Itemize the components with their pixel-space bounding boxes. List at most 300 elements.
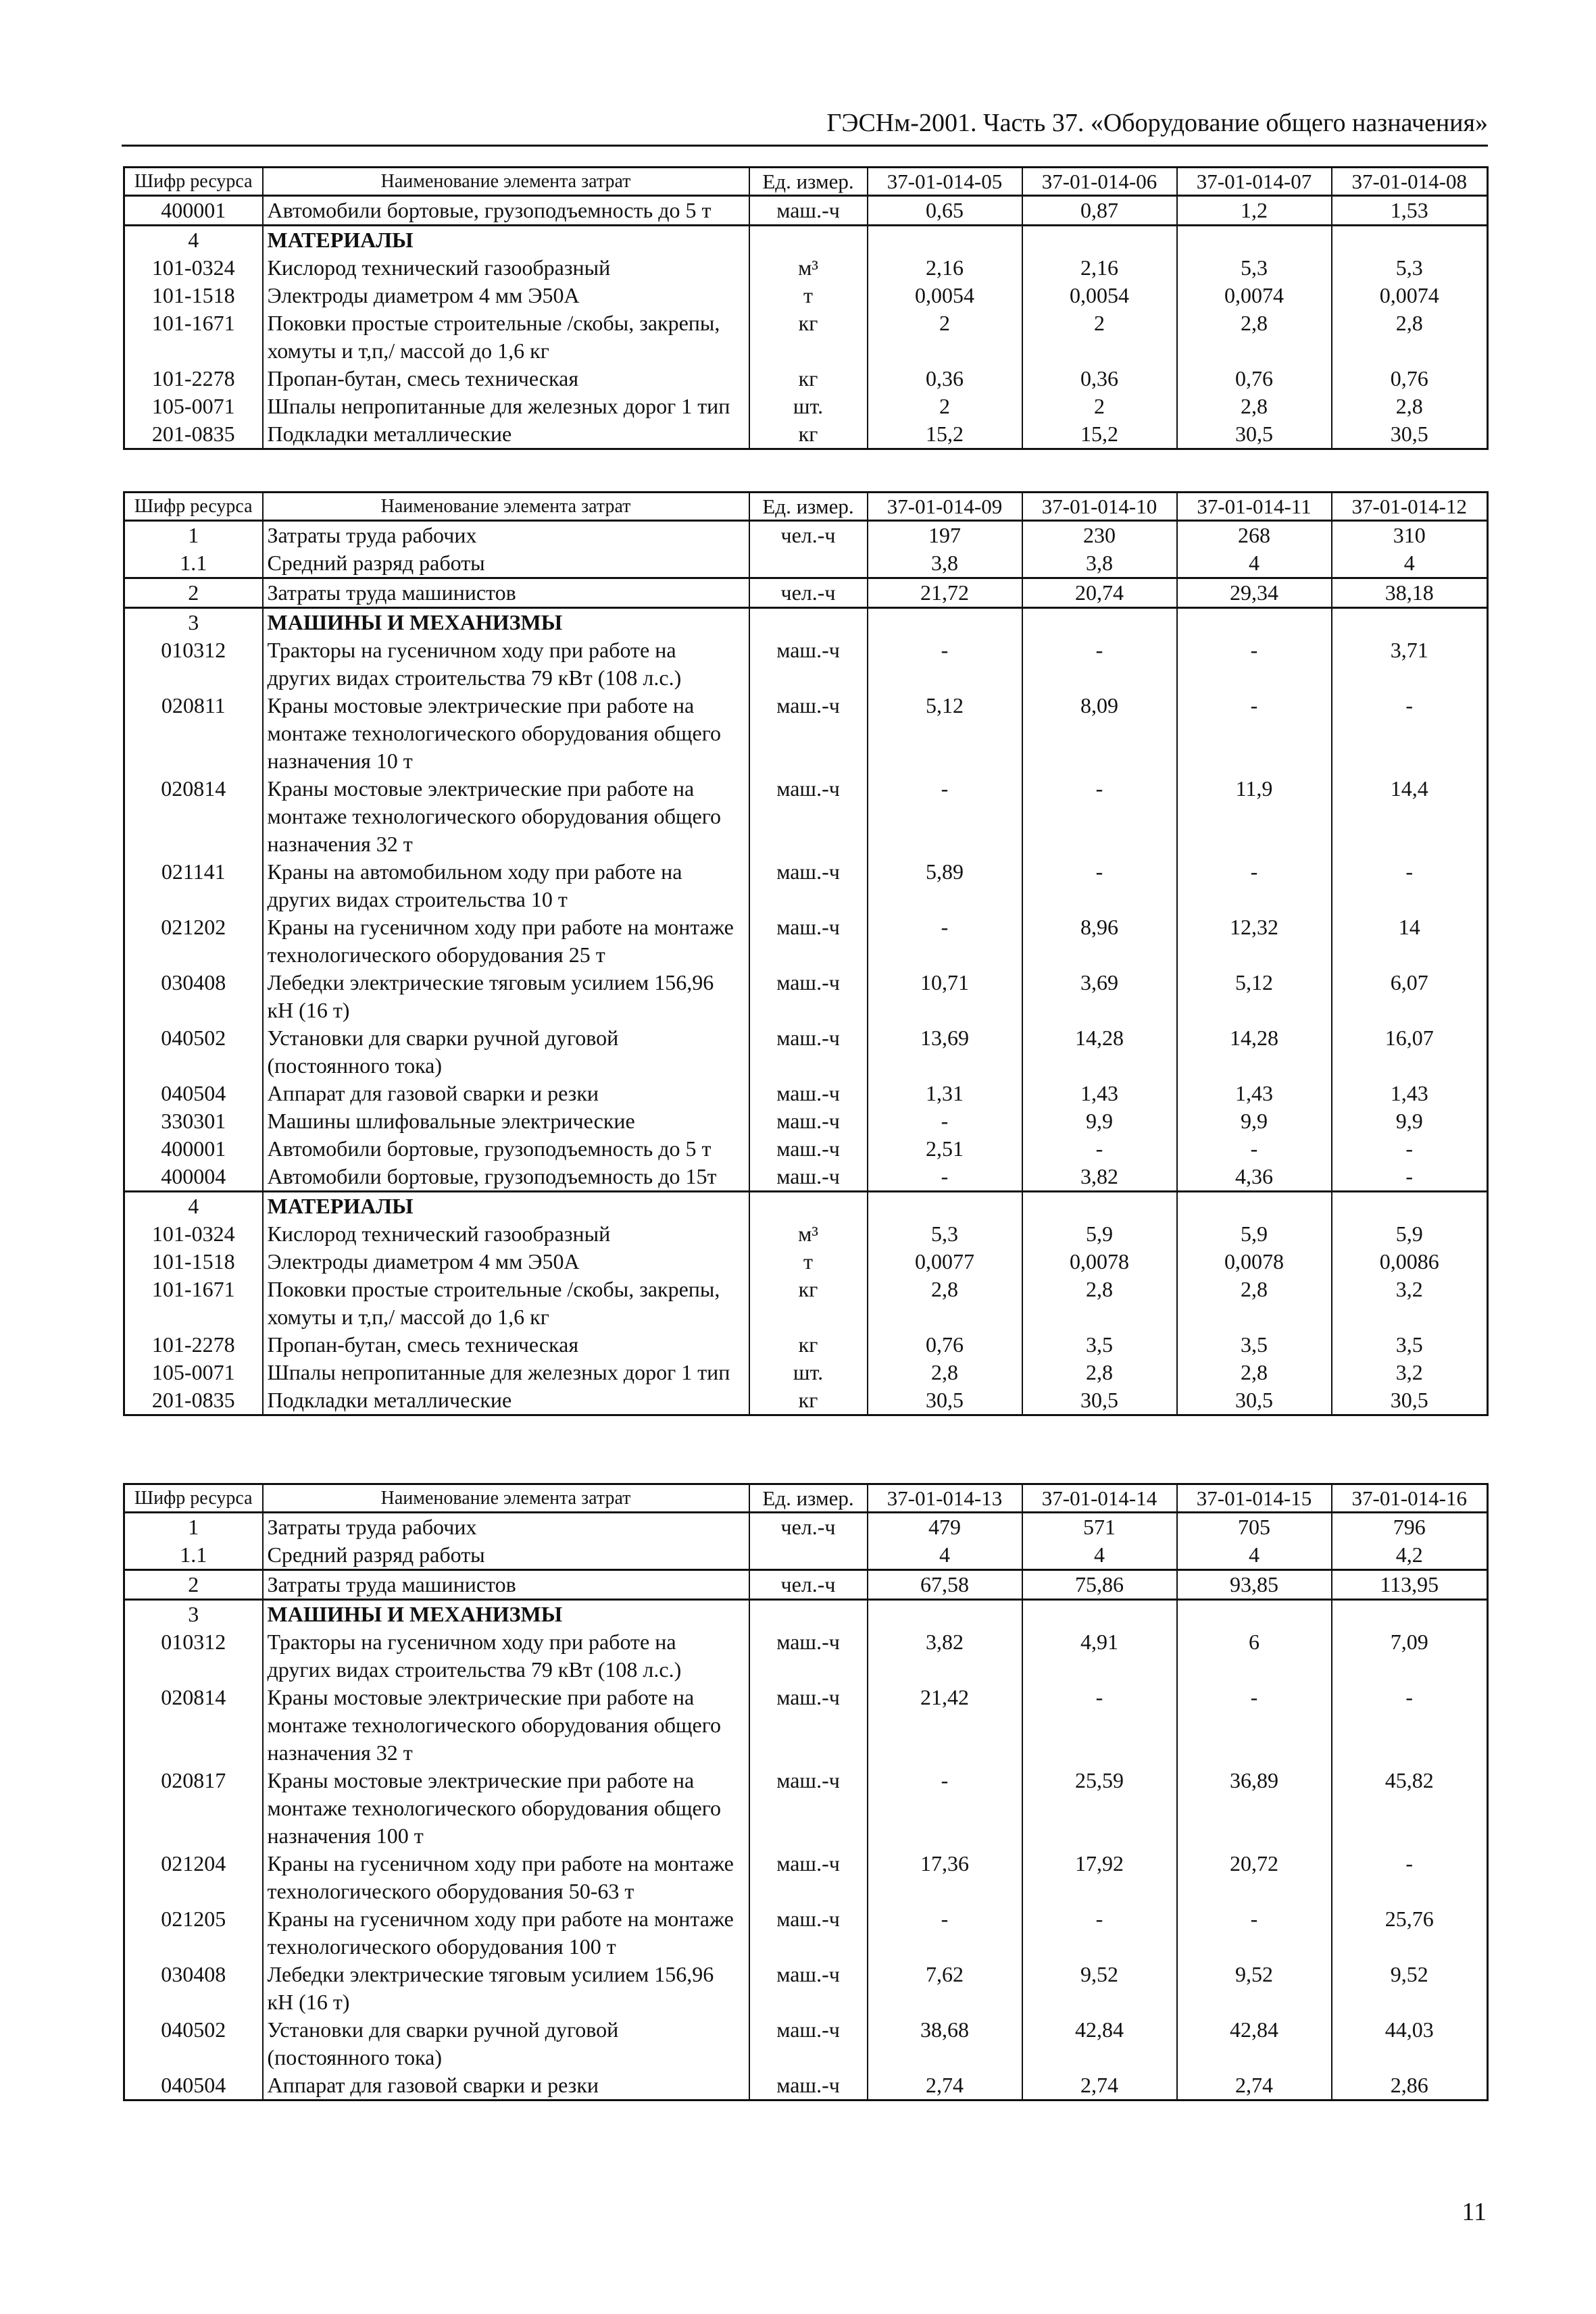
resource-code: 330301 <box>124 1107 263 1135</box>
norm-value: 10,71 <box>868 969 1022 1024</box>
norm-value <box>1022 1192 1177 1221</box>
cost-element-name: Подкладки металлические <box>263 420 749 449</box>
norm-value: 9,9 <box>1177 1107 1332 1135</box>
norm-value: 3,82 <box>1022 1163 1177 1192</box>
norm-value <box>868 1600 1022 1629</box>
table-row <box>124 1541 1488 1570</box>
table-row <box>124 1024 1488 1080</box>
table-row <box>124 1513 1488 1542</box>
resource-code: 040504 <box>124 1080 263 1107</box>
table-row <box>124 1163 1488 1192</box>
norm-value: 2 <box>1022 309 1177 365</box>
table-row <box>124 969 1488 1024</box>
norm-value: 2,16 <box>868 254 1022 282</box>
cost-element-name: Лебедки электрические тяговым усилием 156,96 кН (16 т) <box>263 969 749 1024</box>
norm-value: - <box>1332 1163 1488 1192</box>
resource-table-1 <box>123 166 1489 450</box>
norm-value: - <box>1177 692 1332 775</box>
norm-value: - <box>1022 1905 1177 1961</box>
page-header: ГЭСНм-2001. Часть 37. «Оборудование общего назначения» <box>826 109 1488 137</box>
norm-value: - <box>868 1905 1022 1961</box>
norm-value: 3,2 <box>1332 1276 1488 1331</box>
norm-value: 3,8 <box>1022 549 1177 578</box>
table-row <box>124 365 1488 393</box>
norm-value: 17,36 <box>868 1850 1022 1905</box>
cost-element-name: Аппарат для газовой сварки и резки <box>263 1080 749 1107</box>
norm-value <box>868 608 1022 637</box>
cost-element-name: МАШИНЫ И МЕХАНИЗМЫ <box>263 608 749 637</box>
norm-value: 9,9 <box>1022 1107 1177 1135</box>
norm-value: - <box>1332 1850 1488 1905</box>
table-row <box>124 692 1488 775</box>
norm-value: 29,34 <box>1177 578 1332 608</box>
norm-value: 9,52 <box>1332 1961 1488 2016</box>
norm-value: 2,8 <box>1177 1359 1332 1386</box>
norm-value: 38,68 <box>868 2016 1022 2071</box>
table-header-row <box>124 1484 1488 1513</box>
unit-of-measure: маш.-ч <box>749 775 868 858</box>
resource-code: 101-2278 <box>124 365 263 393</box>
norm-value <box>1177 1192 1332 1221</box>
norm-value: 113,95 <box>1332 1570 1488 1600</box>
norm-value <box>1022 226 1177 255</box>
table-row <box>124 775 1488 858</box>
header-norm-code: 37-01-014-13 <box>868 1484 1022 1513</box>
cost-element-name: Установки для сварки ручной дуговой (постоянного тока) <box>263 2016 749 2071</box>
norm-value: 4,36 <box>1177 1163 1332 1192</box>
resource-code: 201-0835 <box>124 420 263 449</box>
cost-element-name: Краны мостовые электрические при работе на монтаже технологического оборудования общего назначения 100 т <box>263 1767 749 1850</box>
cost-element-name: Краны на автомобильном ходу при работе на других видах строительства 10 т <box>263 858 749 913</box>
norm-value: 0,0078 <box>1177 1248 1332 1276</box>
norm-value: 14,28 <box>1177 1024 1332 1080</box>
norm-value: - <box>1022 1135 1177 1163</box>
table-row <box>124 1767 1488 1850</box>
norm-value: 0,65 <box>868 196 1022 226</box>
norm-value: 2,8 <box>1332 393 1488 420</box>
norm-value <box>1332 1192 1488 1221</box>
unit-of-measure <box>749 226 868 255</box>
norm-value <box>1177 1600 1332 1629</box>
resource-code: 101-1518 <box>124 1248 263 1276</box>
norm-value: 3,69 <box>1022 969 1177 1024</box>
norm-value: 14 <box>1332 913 1488 969</box>
cost-element-name: Краны мостовые электрические при работе на монтаже технологического оборудования общего назначения 32 т <box>263 1684 749 1767</box>
unit-of-measure: маш.-ч <box>749 1080 868 1107</box>
norm-value: 4 <box>1332 549 1488 578</box>
resource-code: 400001 <box>124 196 263 226</box>
cost-element-name: Краны на гусеничном ходу при работе на монтаже технологического оборудования 50-63 т <box>263 1850 749 1905</box>
resource-code: 1.1 <box>124 1541 263 1570</box>
unit-of-measure: маш.-ч <box>749 196 868 226</box>
table-header-row <box>124 493 1488 521</box>
norm-value: 75,86 <box>1022 1570 1177 1600</box>
norm-value: 1,43 <box>1177 1080 1332 1107</box>
cost-element-name: Подкладки металлические <box>263 1386 749 1415</box>
norm-value: 2 <box>1022 393 1177 420</box>
table-row <box>124 1386 1488 1415</box>
cost-element-name: Краны на гусеничном ходу при работе на монтаже технологического оборудования 25 т <box>263 913 749 969</box>
norm-value: 9,52 <box>1177 1961 1332 2016</box>
header-unit: Ед. измер. <box>749 493 868 521</box>
norm-value: 67,58 <box>868 1570 1022 1600</box>
norm-value: 30,5 <box>1022 1386 1177 1415</box>
header-norm-code: 37-01-014-16 <box>1332 1484 1488 1513</box>
header-norm-code: 37-01-014-11 <box>1177 493 1332 521</box>
header-norm-code: 37-01-014-14 <box>1022 1484 1177 1513</box>
cost-element-name: Затраты труда машинистов <box>263 578 749 608</box>
unit-of-measure: маш.-ч <box>749 2016 868 2071</box>
table-row <box>124 913 1488 969</box>
norm-value: 3,5 <box>1332 1331 1488 1359</box>
unit-of-measure <box>749 608 868 637</box>
cost-element-name: Краны на гусеничном ходу при работе на монтаже технологического оборудования 100 т <box>263 1905 749 1961</box>
cost-element-name: Автомобили бортовые, грузоподъемность до 15т <box>263 1163 749 1192</box>
norm-value: 4 <box>1177 1541 1332 1570</box>
norm-value: 5,12 <box>1177 969 1332 1024</box>
norm-value: 705 <box>1177 1513 1332 1542</box>
cost-element-name: МАТЕРИАЛЫ <box>263 1192 749 1221</box>
cost-element-name: Поковки простые строительные /скобы, закрепы, хомуты и т,п,/ массой до 1,6 кг <box>263 1276 749 1331</box>
norm-value: 4 <box>1022 1541 1177 1570</box>
norm-value: 2,8 <box>868 1276 1022 1331</box>
norm-value: 30,5 <box>1177 420 1332 449</box>
norm-value <box>1332 1600 1488 1629</box>
unit-of-measure: м³ <box>749 1220 868 1248</box>
table-row <box>124 282 1488 309</box>
norm-value: 1,53 <box>1332 196 1488 226</box>
norm-value: 1,43 <box>1332 1080 1488 1107</box>
norm-value: 0,0086 <box>1332 1248 1488 1276</box>
resource-code: 040504 <box>124 2071 263 2101</box>
table-row <box>124 420 1488 449</box>
norm-value: 13,69 <box>868 1024 1022 1080</box>
norm-value: 0,36 <box>1022 365 1177 393</box>
unit-of-measure: маш.-ч <box>749 1163 868 1192</box>
header-code: Шифр ресурса <box>124 168 263 196</box>
header-code: Шифр ресурса <box>124 1484 263 1513</box>
norm-value: 2,74 <box>1022 2071 1177 2101</box>
norm-value: - <box>868 636 1022 692</box>
cost-element-name: Электроды диаметром 4 мм Э50А <box>263 282 749 309</box>
cost-element-name: Аппарат для газовой сварки и резки <box>263 2071 749 2101</box>
unit-of-measure: маш.-ч <box>749 969 868 1024</box>
resource-code: 021204 <box>124 1850 263 1905</box>
header-norm-code: 37-01-014-06 <box>1022 168 1177 196</box>
norm-value: 9,9 <box>1332 1107 1488 1135</box>
norm-value: 5,12 <box>868 692 1022 775</box>
unit-of-measure: шт. <box>749 1359 868 1386</box>
cost-element-name: Машины шлифовальные электрические <box>263 1107 749 1135</box>
norm-value: 2,51 <box>868 1135 1022 1163</box>
unit-of-measure: маш.-ч <box>749 1024 868 1080</box>
norm-value: 20,72 <box>1177 1850 1332 1905</box>
resource-code: 1 <box>124 521 263 550</box>
header-norm-code: 37-01-014-05 <box>868 168 1022 196</box>
table-row <box>124 2071 1488 2101</box>
norm-value: 2,8 <box>1177 309 1332 365</box>
unit-of-measure: маш.-ч <box>749 636 868 692</box>
table-row <box>124 636 1488 692</box>
norm-value: 2,8 <box>1022 1276 1177 1331</box>
cost-element-name: Краны мостовые электрические при работе на монтаже технологического оборудования общего назначения 32 т <box>263 775 749 858</box>
header-name: Наименование элемента затрат <box>263 1484 749 1513</box>
norm-value: 2,8 <box>1177 1276 1332 1331</box>
norm-value <box>868 226 1022 255</box>
norm-value: 0,76 <box>868 1331 1022 1359</box>
norm-value: 30,5 <box>1332 420 1488 449</box>
resource-code: 030408 <box>124 1961 263 2016</box>
page-number: 11 <box>1462 2198 1487 2226</box>
norm-value: 16,07 <box>1332 1024 1488 1080</box>
table-row <box>124 1359 1488 1386</box>
norm-value: - <box>868 913 1022 969</box>
norm-value: 15,2 <box>1022 420 1177 449</box>
unit-of-measure: маш.-ч <box>749 1905 868 1961</box>
norm-value: 9,52 <box>1022 1961 1177 2016</box>
norm-value: 36,89 <box>1177 1767 1332 1850</box>
cost-element-name: Средний разряд работы <box>263 1541 749 1570</box>
table-row <box>124 393 1488 420</box>
norm-value: 15,2 <box>868 420 1022 449</box>
norm-value: 268 <box>1177 521 1332 550</box>
resource-code: 101-1671 <box>124 1276 263 1331</box>
norm-value: 2,86 <box>1332 2071 1488 2101</box>
norm-value: - <box>1177 1905 1332 1961</box>
section-row <box>124 1192 1488 1221</box>
unit-of-measure: кг <box>749 1276 868 1331</box>
unit-of-measure: т <box>749 1248 868 1276</box>
unit-of-measure: маш.-ч <box>749 858 868 913</box>
table-row <box>124 521 1488 550</box>
header-name: Наименование элемента затрат <box>263 493 749 521</box>
norm-value: 11,9 <box>1177 775 1332 858</box>
resource-code: 101-2278 <box>124 1331 263 1359</box>
norm-value: 3,71 <box>1332 636 1488 692</box>
norm-value: 1,31 <box>868 1080 1022 1107</box>
unit-of-measure: чел.-ч <box>749 1570 868 1600</box>
unit-of-measure: маш.-ч <box>749 2071 868 2101</box>
norm-value: 8,96 <box>1022 913 1177 969</box>
norm-value: 479 <box>868 1513 1022 1542</box>
norm-value: 310 <box>1332 521 1488 550</box>
norm-value <box>1022 608 1177 637</box>
unit-of-measure: кг <box>749 420 868 449</box>
norm-value: 42,84 <box>1022 2016 1177 2071</box>
header-name: Наименование элемента затрат <box>263 168 749 196</box>
resource-code: 030408 <box>124 969 263 1024</box>
cost-element-name: Электроды диаметром 4 мм Э50А <box>263 1248 749 1276</box>
norm-value: 571 <box>1022 1513 1177 1542</box>
norm-value: 0,0054 <box>1022 282 1177 309</box>
table-row <box>124 254 1488 282</box>
cost-element-name: Пропан-бутан, смесь техническая <box>263 365 749 393</box>
table-row <box>124 1850 1488 1905</box>
table-row <box>124 549 1488 578</box>
table-row <box>124 1628 1488 1684</box>
norm-value: 93,85 <box>1177 1570 1332 1600</box>
unit-of-measure: маш.-ч <box>749 1961 868 2016</box>
unit-of-measure: чел.-ч <box>749 521 868 550</box>
unit-of-measure <box>749 1192 868 1221</box>
header-unit: Ед. измер. <box>749 168 868 196</box>
norm-value: 796 <box>1332 1513 1488 1542</box>
norm-value: 42,84 <box>1177 2016 1332 2071</box>
cost-element-name: Кислород технический газообразный <box>263 1220 749 1248</box>
norm-value: 2 <box>868 309 1022 365</box>
cost-element-name: Краны мостовые электрические при работе на монтаже технологического оборудования общего назначения 10 т <box>263 692 749 775</box>
norm-value: 0,36 <box>868 365 1022 393</box>
header-norm-code: 37-01-014-07 <box>1177 168 1332 196</box>
norm-value <box>1022 1600 1177 1629</box>
norm-value: 38,18 <box>1332 578 1488 608</box>
norm-value: 44,03 <box>1332 2016 1488 2071</box>
table-row <box>124 2016 1488 2071</box>
cost-element-name: Автомобили бортовые, грузоподъемность до 5 т <box>263 1135 749 1163</box>
norm-value: 5,3 <box>1332 254 1488 282</box>
norm-value: 12,32 <box>1177 913 1332 969</box>
cost-element-name: Автомобили бортовые, грузоподъемность до 5 т <box>263 196 749 226</box>
norm-value: 2,16 <box>1022 254 1177 282</box>
norm-value: 5,3 <box>1177 254 1332 282</box>
norm-value: 1,2 <box>1177 196 1332 226</box>
resource-table-3 <box>123 1483 1489 2101</box>
table-row <box>124 309 1488 365</box>
norm-value: - <box>1177 858 1332 913</box>
unit-of-measure: маш.-ч <box>749 1107 868 1135</box>
table-row <box>124 1684 1488 1767</box>
cost-element-name: Пропан-бутан, смесь техническая <box>263 1331 749 1359</box>
norm-value: - <box>1177 1135 1332 1163</box>
unit-of-measure <box>749 549 868 578</box>
norm-value: 0,76 <box>1177 365 1332 393</box>
unit-of-measure: шт. <box>749 393 868 420</box>
norm-value: 6,07 <box>1332 969 1488 1024</box>
norm-value: 0,76 <box>1332 365 1488 393</box>
table-row <box>124 196 1488 226</box>
resource-code: 020814 <box>124 1684 263 1767</box>
norm-value: 230 <box>1022 521 1177 550</box>
norm-value: - <box>1022 1684 1177 1767</box>
norm-value: 4,2 <box>1332 1541 1488 1570</box>
resource-code: 101-0324 <box>124 254 263 282</box>
header-norm-code: 37-01-014-08 <box>1332 168 1488 196</box>
unit-of-measure: маш.-ч <box>749 1767 868 1850</box>
resource-code: 020817 <box>124 1767 263 1850</box>
cost-element-name: Затраты труда машинистов <box>263 1570 749 1600</box>
header-rule <box>122 145 1488 147</box>
norm-value: - <box>1332 1684 1488 1767</box>
header-norm-code: 37-01-014-15 <box>1177 1484 1332 1513</box>
resource-code: 021141 <box>124 858 263 913</box>
norm-value: - <box>868 775 1022 858</box>
norm-value: 4 <box>868 1541 1022 1570</box>
norm-value: 20,74 <box>1022 578 1177 608</box>
cost-element-name: Шпалы непропитанные для железных дорог 1 тип <box>263 1359 749 1386</box>
norm-value: 14,28 <box>1022 1024 1177 1080</box>
unit-of-measure: чел.-ч <box>749 578 868 608</box>
cost-element-name: Тракторы на гусеничном ходу при работе на других видах строительства 79 кВт (108 л.с.) <box>263 1628 749 1684</box>
norm-value: 2 <box>868 393 1022 420</box>
cost-element-name: Установки для сварки ручной дуговой (постоянного тока) <box>263 1024 749 1080</box>
norm-value: 0,0078 <box>1022 1248 1177 1276</box>
norm-value: 4,91 <box>1022 1628 1177 1684</box>
resource-code: 4 <box>124 1192 263 1221</box>
resource-code: 2 <box>124 1570 263 1600</box>
norm-value: 197 <box>868 521 1022 550</box>
unit-of-measure: кг <box>749 1386 868 1415</box>
norm-value <box>1177 608 1332 637</box>
norm-value: 5,9 <box>1332 1220 1488 1248</box>
cost-element-name: Шпалы непропитанные для железных дорог 1 тип <box>263 393 749 420</box>
unit-of-measure: т <box>749 282 868 309</box>
norm-value: 21,42 <box>868 1684 1022 1767</box>
norm-value: - <box>1177 636 1332 692</box>
norm-value: 6 <box>1177 1628 1332 1684</box>
norm-value: - <box>1177 1684 1332 1767</box>
norm-value: 2,8 <box>1022 1359 1177 1386</box>
norm-value <box>868 1192 1022 1221</box>
norm-value: - <box>868 1107 1022 1135</box>
norm-value: 2,8 <box>1332 309 1488 365</box>
norm-value: 7,62 <box>868 1961 1022 2016</box>
norm-value <box>1177 226 1332 255</box>
norm-value: 2,8 <box>1177 393 1332 420</box>
resource-code: 400004 <box>124 1163 263 1192</box>
resource-code: 020814 <box>124 775 263 858</box>
norm-value: 2,74 <box>1177 2071 1332 2101</box>
resource-code: 3 <box>124 608 263 637</box>
norm-value: 3,2 <box>1332 1359 1488 1386</box>
section-row <box>124 226 1488 255</box>
norm-value: - <box>1332 1135 1488 1163</box>
resource-code: 040502 <box>124 1024 263 1080</box>
unit-of-measure: м³ <box>749 254 868 282</box>
norm-value: 7,09 <box>1332 1628 1488 1684</box>
norm-value: 0,0074 <box>1332 282 1488 309</box>
resource-table-2 <box>123 491 1489 1416</box>
norm-value: 3,5 <box>1177 1331 1332 1359</box>
table-row <box>124 1276 1488 1331</box>
unit-of-measure: кг <box>749 1331 868 1359</box>
cost-element-name: Лебедки электрические тяговым усилием 156,96 кН (16 т) <box>263 1961 749 2016</box>
resource-code: 2 <box>124 578 263 608</box>
norm-value: 2,8 <box>868 1359 1022 1386</box>
table-row <box>124 1248 1488 1276</box>
unit-of-measure: кг <box>749 309 868 365</box>
table-row <box>124 1107 1488 1135</box>
norm-value: 14,4 <box>1332 775 1488 858</box>
resource-code: 021202 <box>124 913 263 969</box>
norm-value: 5,9 <box>1022 1220 1177 1248</box>
resource-code: 400001 <box>124 1135 263 1163</box>
unit-of-measure: маш.-ч <box>749 692 868 775</box>
norm-value: 30,5 <box>1177 1386 1332 1415</box>
table-row <box>124 1220 1488 1248</box>
norm-value: 30,5 <box>868 1386 1022 1415</box>
table-row <box>124 1961 1488 2016</box>
norm-value: - <box>1022 636 1177 692</box>
norm-value <box>1332 608 1488 637</box>
resource-code: 101-0324 <box>124 1220 263 1248</box>
resource-code: 021205 <box>124 1905 263 1961</box>
norm-value: 5,9 <box>1177 1220 1332 1248</box>
norm-value: 25,59 <box>1022 1767 1177 1850</box>
norm-value: 1,43 <box>1022 1080 1177 1107</box>
table-row <box>124 1135 1488 1163</box>
resource-code: 020811 <box>124 692 263 775</box>
norm-value: - <box>868 1163 1022 1192</box>
